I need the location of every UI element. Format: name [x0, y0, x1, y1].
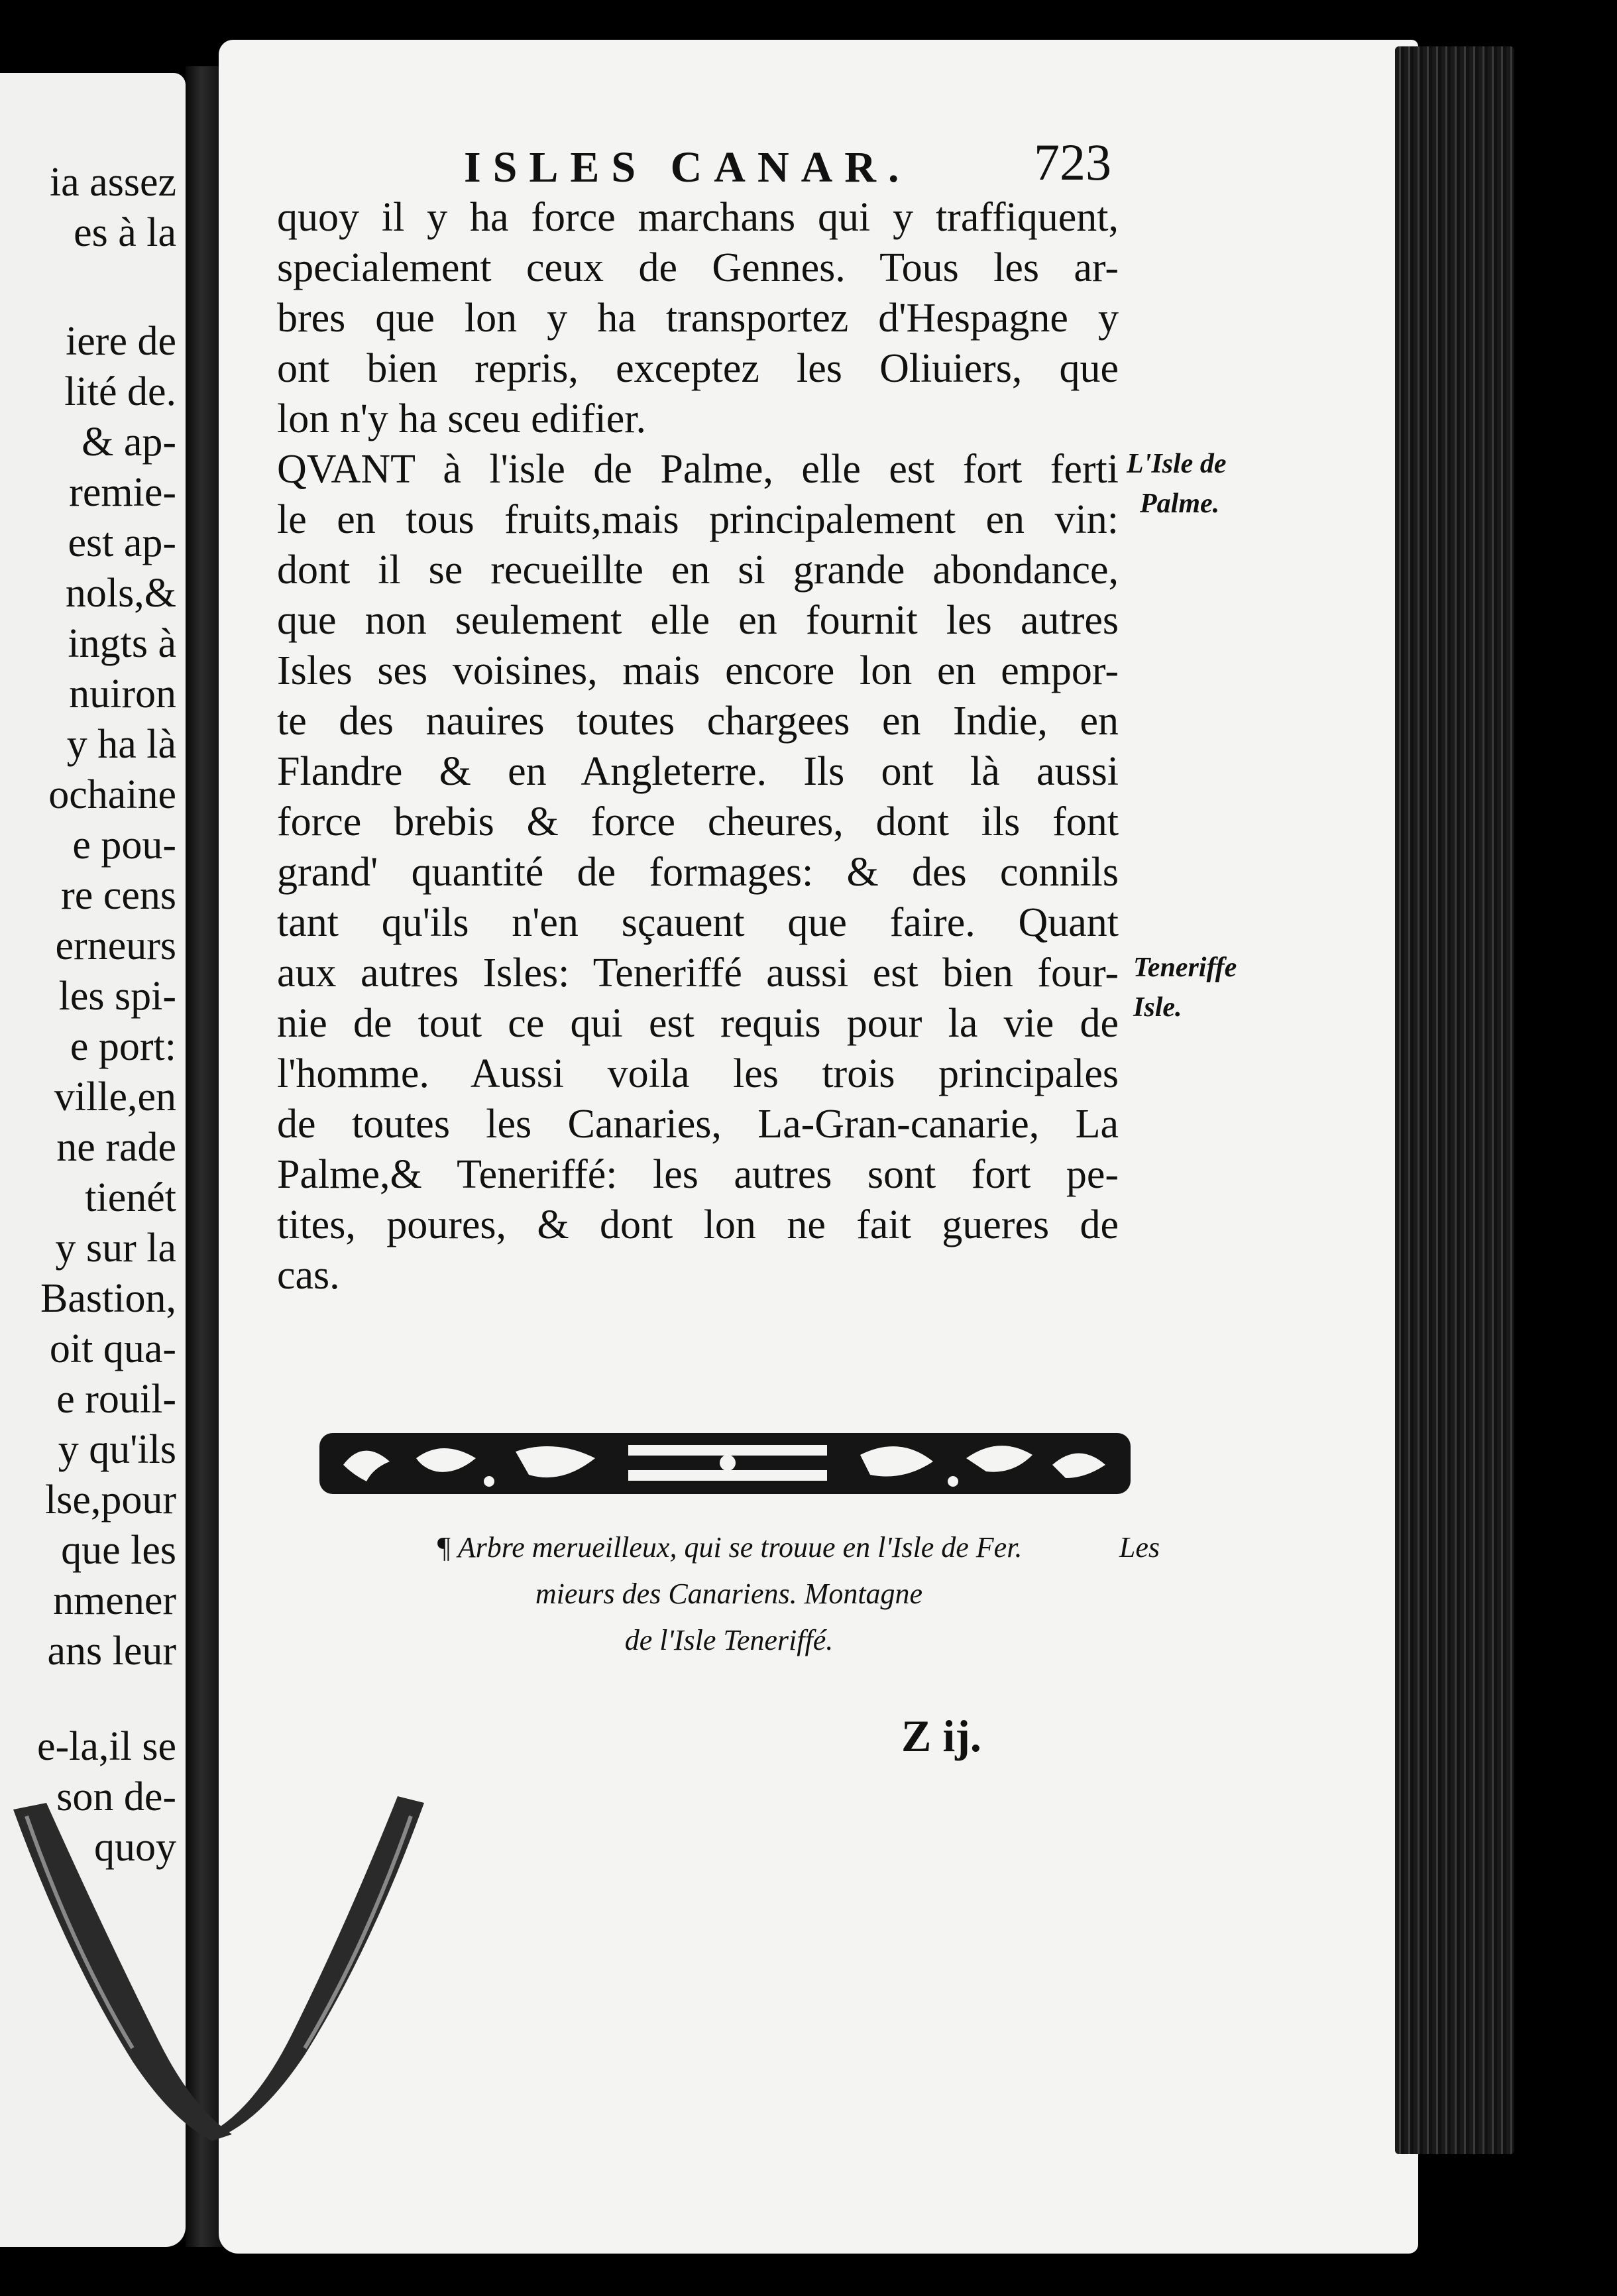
- left-page-line-fragment: que les: [61, 1528, 176, 1573]
- signature-mark: Z ij.: [901, 1711, 981, 1761]
- text-line: Isles ses voisines, mais encore lon en empor-: [277, 648, 1119, 693]
- text-line: de toutes les Canaries, La-Gran-canarie, La: [277, 1102, 1119, 1147]
- left-page-line-fragment: lse,pour: [44, 1477, 176, 1522]
- text-line: bres que lon y ha transportez d'Hespagne y: [277, 296, 1119, 341]
- left-page-line-fragment: re cens: [61, 873, 176, 918]
- left-page-line-fragment: nmener: [53, 1578, 176, 1623]
- left-page-line-fragment: y sur la: [55, 1226, 176, 1271]
- text-line: que non seulement elle en fournit les autres: [277, 598, 1119, 643]
- ribbon-bookmark: [0, 1790, 464, 2161]
- running-head: ISLES CANAR.: [464, 143, 911, 192]
- left-page-line-fragment: e rouil-: [56, 1377, 176, 1422]
- text-line: specialement ceux de Gennes. Tous les ar-: [277, 245, 1119, 290]
- left-page-line-fragment: remie-: [69, 470, 176, 515]
- text-line: aux autres Isles: Teneriffé aussi est bien four-: [277, 950, 1119, 996]
- text-line: te des nauires toutes chargees en Indie, en: [277, 699, 1119, 744]
- left-page-line-fragment: e-la,il se: [36, 1724, 176, 1769]
- margin-note-line: Isle.: [1133, 992, 1182, 1023]
- left-page-line-fragment: lité de.: [64, 369, 176, 414]
- text-line: quoy il y ha force marchans qui y traffiquent,: [277, 195, 1119, 240]
- text-line: Palme,& Teneriffé: les autres sont fort pe-: [277, 1152, 1119, 1197]
- left-page-line-fragment: Bastion,: [40, 1276, 176, 1321]
- left-page-line-fragment: ne rade: [56, 1125, 176, 1170]
- text-line: grand' quantité de formages: & des connils: [277, 850, 1119, 895]
- left-page-line-fragment: nuiron: [69, 671, 176, 717]
- left-page-line-fragment: ans leur: [47, 1629, 176, 1674]
- text-line: nie de tout ce qui est requis pour la vie de: [277, 1001, 1119, 1046]
- text-line: ont bien repris, exceptez les Oliuiers, que: [277, 346, 1119, 391]
- left-page-line-fragment: est ap-: [68, 520, 176, 565]
- text-line: tites, poures, & dont lon ne fait gueres de: [277, 1202, 1119, 1247]
- text-line: Flandre & en Angleterre. Ils ont là aussi: [277, 749, 1119, 794]
- left-page-line-fragment: iere de: [66, 319, 176, 364]
- left-page-line-fragment: ia assez: [49, 160, 176, 205]
- left-page-line-fragment: erneurs: [55, 923, 176, 968]
- margin-note-line: Palme.: [1140, 488, 1220, 519]
- left-page-line-fragment: son de-: [56, 1774, 176, 1819]
- text-line: le en tous fruits,mais principalement en vin:: [277, 497, 1119, 542]
- page-number: 723: [1034, 133, 1111, 191]
- left-page-line-fragment: y ha là: [66, 722, 176, 767]
- left-page-line-fragment: tienét: [85, 1175, 176, 1220]
- decorative-ornament-band: [317, 1418, 1133, 1505]
- caption-line: [298, 1524, 1160, 1571]
- left-page-line-fragment: quoy: [94, 1825, 176, 1870]
- text-line: tant qu'ils n'en sçauent que faire. Quant: [277, 900, 1119, 945]
- text-line: l'homme. Aussi voila les trois principales: [277, 1051, 1119, 1096]
- caption-line: mieurs des Canariens. Montagne: [535, 1578, 923, 1610]
- left-page-line-fragment: e port:: [70, 1024, 176, 1069]
- text-line: lon n'y ha sceu edifier.: [277, 396, 646, 441]
- left-page-line-fragment: les spi-: [58, 974, 176, 1019]
- caption-text: ¶ Arbre merueilleux, qui se trouue en l'Isle de Fer.: [435, 1531, 1023, 1564]
- text-line: QVANT à l'isle de Palme, elle est fort ferti: [277, 447, 1119, 492]
- left-page-line-fragment: y qu'ils: [58, 1427, 176, 1472]
- margin-note-line: L'Isle de: [1127, 449, 1227, 479]
- left-page-line-fragment: ochaine: [48, 772, 176, 817]
- caption-text: Les: [1119, 1531, 1160, 1564]
- left-page-line-fragment: ingts à: [68, 621, 176, 666]
- text-line: cas.: [277, 1253, 340, 1298]
- text-line: dont il se recueillte en si grande abondance,: [277, 547, 1119, 593]
- body-text: [277, 192, 1119, 1300]
- left-page-line-fragment: ville,en: [54, 1074, 176, 1119]
- margin-note-palme: [1127, 444, 1226, 524]
- left-page-line-fragment: oit qua-: [49, 1326, 176, 1371]
- margin-note-line: Teneriffe: [1133, 952, 1237, 983]
- caption-line: de l'Isle Teneriffé.: [624, 1624, 834, 1656]
- caption-block: [298, 1524, 1160, 1664]
- margin-note-teneriffe: [1133, 948, 1237, 1027]
- left-page-line-fragment: & ap-: [82, 420, 176, 465]
- left-page-line-fragment: e pou-: [72, 823, 176, 868]
- page-edges: [1395, 46, 1514, 2154]
- left-page-line-fragment: nols,&: [65, 571, 176, 616]
- text-line: force brebis & force cheures, dont ils font: [277, 799, 1119, 844]
- left-page-line-fragment: es à la: [74, 210, 176, 255]
